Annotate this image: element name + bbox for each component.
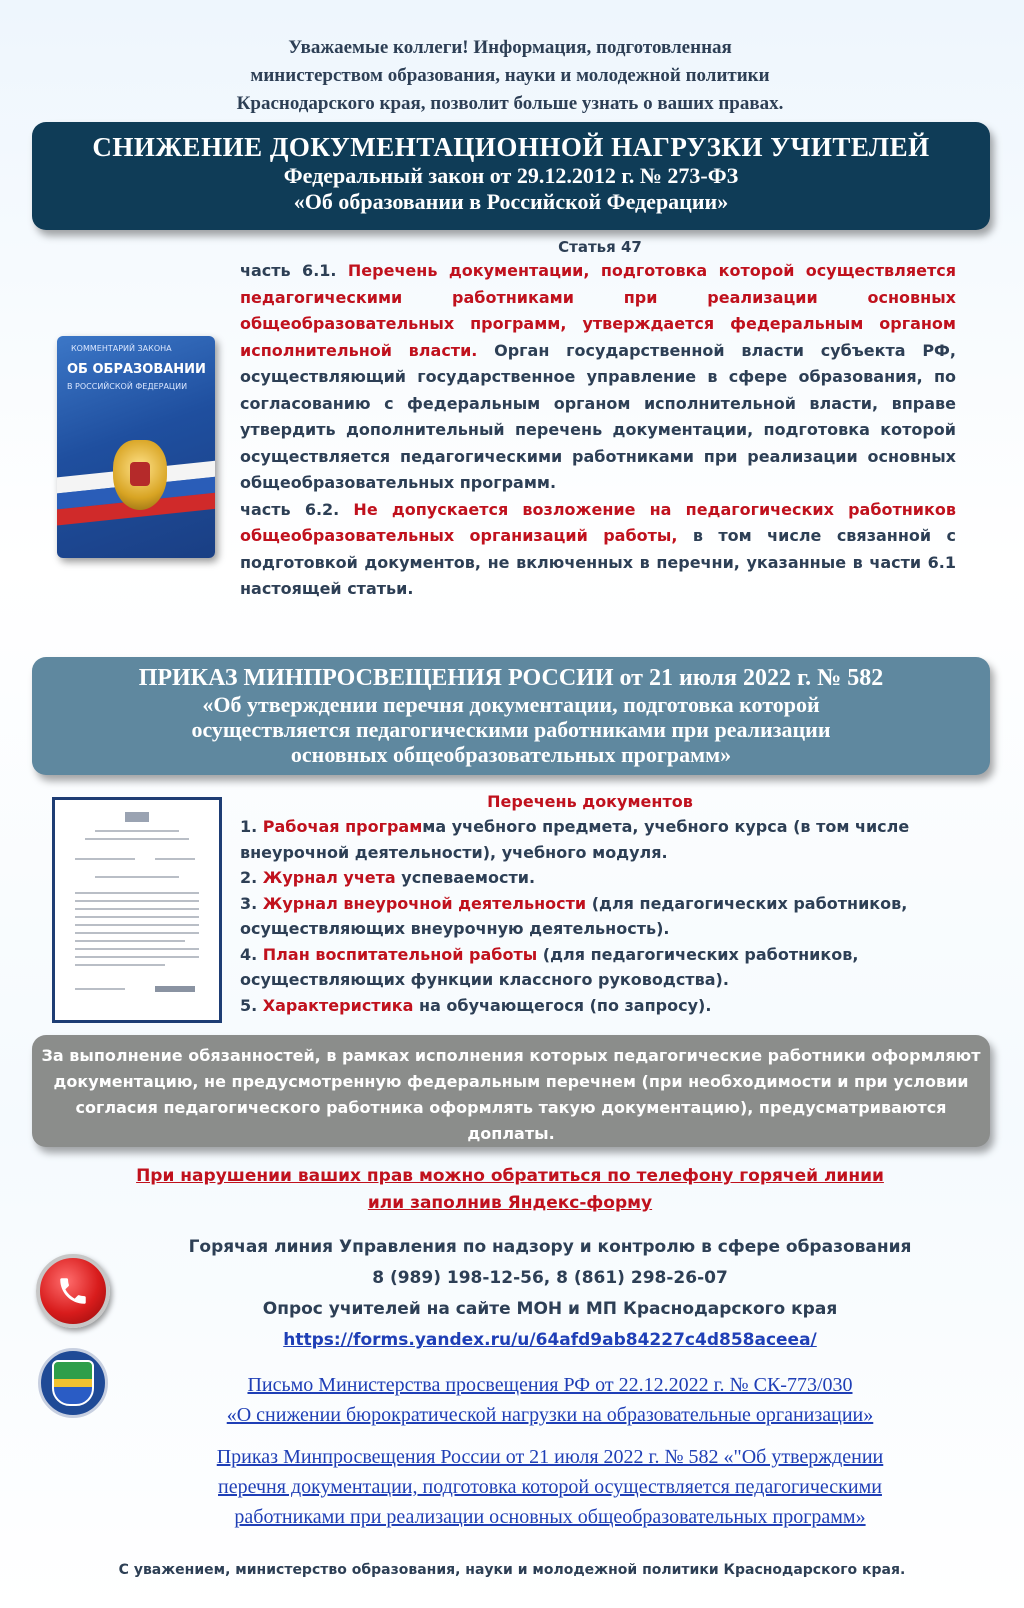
article-text [240, 258, 956, 603]
violation-line-1[interactable]: При нарушении ваших прав можно обратиться по телефону горячей линии [136, 1166, 884, 1186]
item-number: 3. [240, 893, 263, 913]
item-number: 4. [240, 944, 263, 964]
intro-line-3: Краснодарского края, позволит больше узнать о ваших правах. [236, 93, 784, 114]
item-text: (для педагогических работников, осуществляющих функции классного руководства). [240, 944, 859, 989]
doc-line [95, 876, 179, 878]
item-number: 2. [240, 868, 263, 887]
part-6-2-highlight: Не допускается возложение на педагогических работников общеобразовательных организаций работы, [240, 499, 956, 545]
doc-emblem [125, 812, 149, 822]
hotline-phones: 8 (989) 198-12-56, 8 (861) 298-26-07 [372, 1268, 728, 1288]
survey-link[interactable]: https://forms.yandex.ru/u/64afd9ab84227c4d858aceea/ [283, 1330, 817, 1350]
doc-line [75, 932, 199, 934]
phone-icon [36, 1254, 110, 1328]
order-document-thumbnail [52, 797, 222, 1023]
doc-line [75, 858, 135, 860]
ministry-emblem-icon [38, 1348, 108, 1418]
hotline-title: Горячая линия Управления по надзору и контролю в сфере образования [188, 1237, 912, 1257]
footer-signature: С уважением, министерство образования, науки и молодежной политики Краснодарского края. [118, 1562, 906, 1578]
item-number: 1. [240, 817, 263, 836]
item-text: успеваемости. [395, 868, 536, 887]
item-text: (для педагогических работников, осуществляющих внеурочную деятельность). [240, 893, 908, 938]
letter-line-2[interactable]: «О снижении бюрократической нагрузки на образовательные организации» [226, 1404, 874, 1426]
book-title: ОБ ОБРАЗОВАНИИ [67, 362, 206, 377]
banner-title: СНИЖЕНИЕ ДОКУМЕНТАЦИОННОЙ НАГРУЗКИ УЧИТЕЛЕЙ [92, 132, 930, 162]
part-6-1-highlight: Перечень документации, подготовка которой осуществляется педагогическими работниками при реализации основных общеобразовательных программ, утверждается федеральным органом исполнительной власти. [240, 261, 957, 360]
order-link[interactable] [130, 1442, 970, 1532]
doc-signature [155, 986, 195, 992]
book-top-label: КОММЕНТАРИЙ ЗАКОНА [71, 344, 172, 353]
item-text: ма учебного предмета, учебного курса (в том числе внеурочной деятельности), учебного модуля. [240, 817, 910, 862]
document-links [130, 1370, 970, 1544]
item-number: 5. [240, 995, 263, 1015]
order-link-line-3[interactable]: работниками при реализации основных общеобразовательных программ» [234, 1506, 866, 1528]
banner-law-name: «Об образовании в Российской Федерации» [293, 189, 729, 214]
order-banner [32, 657, 990, 775]
doc-line [75, 908, 199, 910]
part-6-2-rest: в том числе связанной с подготовкой документов, не включенных в перечни, указанные в части 6.1 настоящей статьи. [240, 526, 956, 598]
order-line-2: «Об утверждении перечня документации, подготовка которой [202, 692, 820, 717]
doc-line [75, 964, 165, 966]
phone-handset-icon [56, 1274, 90, 1308]
item-highlight: Журнал учета [262, 868, 396, 887]
violation-line-2[interactable]: или заполнив Яндекс-форму [367, 1193, 653, 1213]
doc-line [95, 830, 179, 832]
item-highlight: Рабочая програм [262, 817, 423, 836]
part-6-2-prefix: часть 6.2. [240, 499, 354, 519]
doc-line [75, 956, 199, 958]
hotline-block [140, 1232, 960, 1356]
list-item [240, 993, 960, 1019]
letter-line-1[interactable]: Письмо Министерства просвещения РФ от 22.12.2022 г. № СК-773/030 [247, 1374, 853, 1396]
book-subtitle: В РОССИЙСКОЙ ФЕДЕРАЦИИ [67, 382, 188, 391]
item-highlight: План воспитательной работы [262, 944, 538, 964]
doc-line [75, 988, 125, 990]
coat-of-arms-icon [113, 440, 167, 510]
list-item [240, 891, 960, 942]
documentation-load-banner [32, 122, 990, 230]
intro-line-2: министерством образования, науки и молодежной политики [250, 65, 770, 86]
order-link-line-2[interactable]: перечня документации, подготовка которой осуществляется педагогическими [218, 1476, 882, 1498]
letter-link[interactable] [130, 1370, 970, 1430]
part-6-1-prefix: часть 6.1. [240, 261, 348, 280]
item-text: на обучающегося (по запросу). [413, 995, 712, 1015]
order-link-line-1[interactable]: Приказ Минпросвещения России от 21 июля 2022 г. № 582 «"Об утверждении [216, 1446, 884, 1468]
item-highlight: Журнал внеурочной деятельности [262, 893, 587, 913]
list-item [240, 942, 960, 993]
documents-list [240, 814, 960, 1018]
part-6-1-rest: Орган государственной власти субъекта РФ, осуществляющий государственное управление в сфере образования, по согласованию с федеральным органом исполнительной власти, вправе утвердить дополнительный перечень документации, подготовка которой осуществляется педагогическими работниками при реализации основных общеобразовательных программ. [240, 340, 956, 492]
order-line-4: основных общеобразовательных программ» [290, 742, 732, 767]
list-item [240, 865, 960, 891]
item-highlight: Характеристика [262, 995, 414, 1015]
doc-line [75, 892, 199, 894]
intro-line-1: Уважаемые коллеги! Информация, подготовленная [288, 37, 732, 58]
emblem-shield [52, 1360, 94, 1406]
doc-line [75, 916, 199, 918]
order-line-3: осуществляется педагогическими работниками при реализации [191, 717, 831, 742]
article-title: Статья 47 [558, 238, 642, 256]
doc-line [75, 900, 199, 902]
banner-law: Федеральный закон от 29.12.2012 г. № 273-ФЗ [283, 163, 739, 188]
violation-link[interactable] [120, 1163, 900, 1217]
doc-line [75, 948, 199, 950]
documents-list-title: Перечень документов [487, 792, 693, 811]
law-book-image [57, 336, 215, 558]
doc-line [155, 858, 195, 860]
payments-text: За выполнение обязанностей, в рамках исполнения которых педагогические работники оформляют документацию, не предусмотренную федеральным перечнем (при необходимости и при условии согласия педагогического работника оформлять такую документацию), предусматриваются доплаты. [41, 1046, 981, 1143]
survey-title: Опрос учителей на сайте МОН и МП Краснодарского края [262, 1299, 838, 1319]
doc-line [75, 940, 185, 942]
doc-line [85, 838, 189, 840]
payments-banner [32, 1035, 990, 1147]
doc-line [75, 924, 199, 926]
order-title: ПРИКАЗ МИНПРОСВЕЩЕНИЯ РОССИИ от 21 июля 2022 г. № 582 [138, 665, 884, 691]
list-item [240, 814, 960, 865]
intro-text [140, 34, 880, 118]
